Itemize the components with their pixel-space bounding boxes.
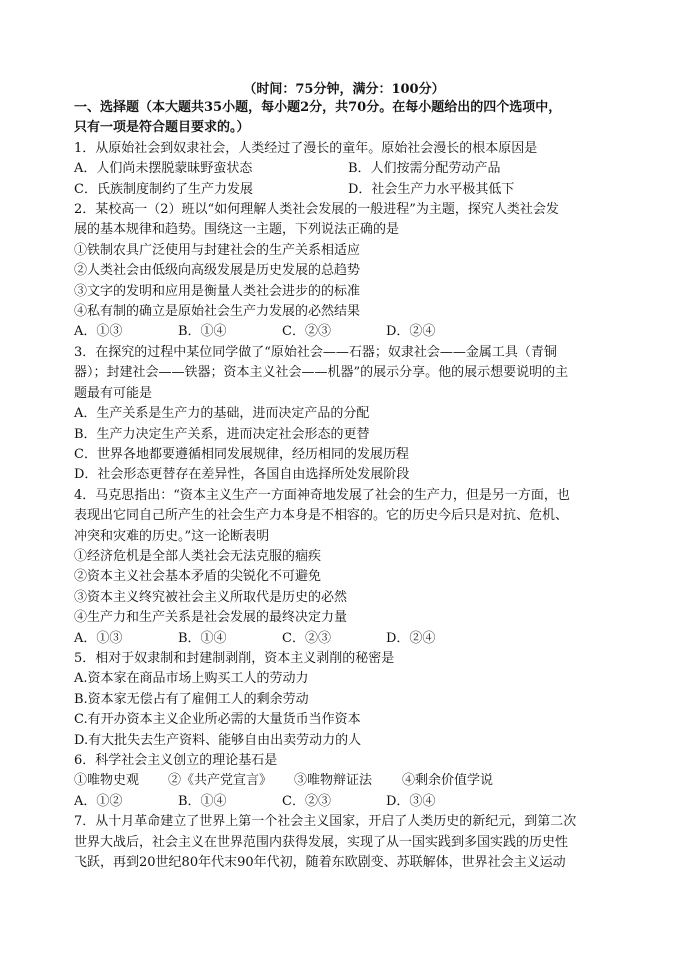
- q6-option-b: B．①④: [178, 793, 227, 809]
- q3-option-a: A．生产关系是生产力的基础，进而决定产品的分配: [74, 406, 370, 422]
- q2-option-a: A．①③: [74, 324, 123, 340]
- q4-stem-line-2: 表现出它同自己所产生的社会生产力本身是不相容的。它的历史今后只是对抗、危机、: [74, 508, 569, 524]
- q7-stem-line-3: 飞跃，再到20世纪80年代末90年代初，随着东欧剧变、苏联解体，世界社会主义运动: [74, 855, 566, 871]
- q1-option-d: D．社会生产力水平极其低下: [348, 181, 515, 197]
- q4-stem-line-1: 4．马克思指出：“资本主义生产一方面神奇地发展了社会的生产力，但是另一方面，也: [74, 487, 570, 503]
- q6-statement-4: ④剩余价值学说: [402, 773, 494, 789]
- q5-option-c: C.有开办资本主义企业所必需的大量货币当作资本: [74, 712, 361, 728]
- q2-statement-4: ④私有制的确立是原始社会生产力发展的必然结果: [74, 304, 361, 320]
- q5-option-b: B.资本家无偿占有了雇佣工人的剩余劳动: [74, 691, 309, 707]
- exam-content: [74, 98, 622, 873]
- q5-stem: 5．相对于奴隶制和封建制剥削，资本主义剥削的秘密是: [74, 650, 395, 666]
- q4-option-b: B．①④: [178, 630, 227, 646]
- q4-statement-2: ②资本主义社会基本矛盾的尖锐化不可避免: [74, 569, 322, 585]
- q2-stem-line-2: 展的基本规律和趋势。围绕这一主题，下列说法正确的是: [74, 222, 400, 238]
- q2-option-d: D．②④: [386, 324, 436, 340]
- q1-options-row-1: [74, 159, 622, 179]
- section-title-line-2: 只有一项是符合题目要求的。）: [74, 120, 250, 136]
- q6-option-a: A．①②: [74, 793, 123, 809]
- q6-stem: 6．科学社会主义创立的理论基石是: [74, 753, 278, 768]
- q2-option-c: C．②③: [282, 324, 331, 340]
- q2-statement-2: ②人类社会由低级向高级发展是历史发展的总趋势: [74, 263, 361, 279]
- exam-header: （时间：75分钟，满分：100分）: [243, 82, 445, 97]
- q6-option-d: D．③④: [386, 793, 436, 809]
- q7-stem-line-2: 世界大战后，社会主义在世界范围内获得发展，实现了从一国实践到多国实践的历史性: [74, 834, 569, 850]
- q2-statement-3: ③文字的发明和应用是衡量人类社会进步的的标准: [74, 283, 361, 299]
- q3-option-c: C．世界各地都要遵循相同发展规律，经历相同的发展历程: [74, 446, 409, 462]
- q4-options: [74, 629, 622, 649]
- q4-statement-4: ④生产力和生产关系是社会发展的最终决定力量: [74, 610, 348, 626]
- q4-option-c: C．②③: [282, 630, 331, 646]
- q1-options-row-2: [74, 180, 622, 200]
- q6-statement-3: ③唯物辩证法: [294, 773, 373, 789]
- q3-option-b: B．生产力决定生产关系，进而决定社会形态的更替: [74, 426, 370, 442]
- section-title-line-1: 一、选择题（本大题共35小题，每小题2分，共70分。在每小题给出的四个选项中，: [74, 100, 562, 115]
- q4-option-d: D．②④: [386, 630, 436, 646]
- q2-option-b: B．①④: [178, 324, 227, 340]
- q1-option-c: C．氏族制度制约了生产力发展: [74, 181, 253, 197]
- q3-stem-line-2: 器）；封建社会——铁器；资本主义社会——机器”的展示分享。他的展示想要说明的主: [74, 365, 569, 381]
- q2-statement-1: ①铁制农具广泛使用与封建社会的生产关系相适应: [74, 242, 361, 258]
- q6-statement-2: ②《共产党宣言》: [168, 773, 273, 789]
- q4-option-a: A．①③: [74, 630, 123, 646]
- q1-option-b: B．人们按需分配劳动产品: [348, 161, 501, 177]
- q6-options: [74, 792, 622, 812]
- q1-stem: 1．从原始社会到奴隶社会，人类经过了漫长的童年。原始社会漫长的根本原因是: [74, 140, 538, 156]
- q5-option-d: D.有大批失去生产资料、能够自由出卖劳动力的人: [74, 732, 362, 748]
- q4-stem-line-3: 冲突和灾难的历史。”这一论断表明: [74, 528, 270, 544]
- q2-stem-line-1: 2．某校高一（2）班以“如何理解人类社会发展的一般进程”为主题，探究人类社会发: [74, 202, 559, 218]
- q3-stem-line-1: 3．在探究的过程中某位同学做了“原始社会——石器；奴隶社会——金属工具（青铜: [74, 344, 557, 360]
- q3-option-d: D．社会形态更替存在差异性，各国自由选择所处发展阶段: [74, 467, 410, 483]
- q5-option-a: A.资本家在商品市场上购买工人的劳动力: [74, 671, 309, 687]
- q4-statement-1: ①经济危机是全部人类社会无法克服的痼疾: [74, 548, 322, 564]
- q7-stem-line-1: 7．从十月革命建立了世界上第一个社会主义国家，开启了人类历史的新纪元，到第二次: [74, 814, 577, 830]
- q6-option-c: C．②③: [282, 793, 331, 809]
- q6-statement-1: ①唯物史观: [74, 773, 140, 789]
- q3-stem-line-3: 题最有可能是: [74, 385, 153, 401]
- q6-statements: [74, 771, 622, 791]
- q4-statement-3: ③资本主义终究被社会主义所取代是历史的必然: [74, 589, 348, 605]
- q1-option-a: A．人们尚未摆脱蒙昧野蛮状态: [74, 161, 253, 177]
- q2-options: [74, 322, 622, 342]
